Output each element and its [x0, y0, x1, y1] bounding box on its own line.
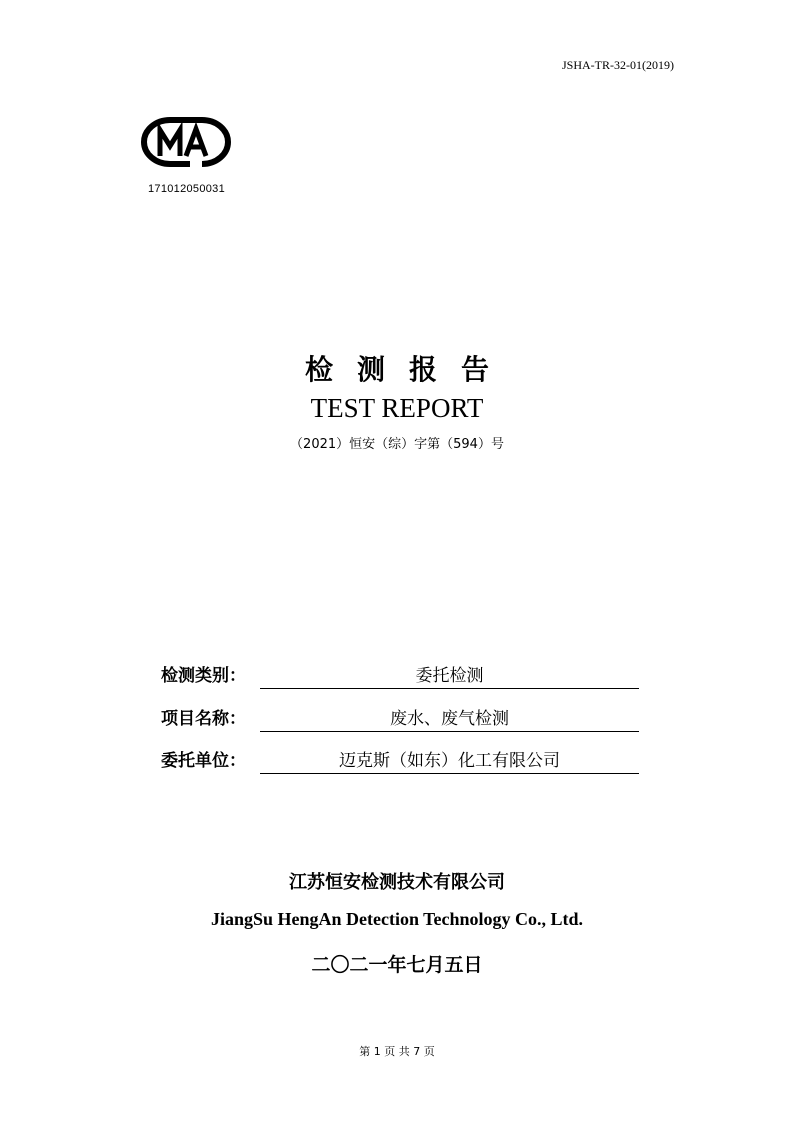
info-value: 迈克斯（如东）化工有限公司 [339, 751, 560, 771]
info-label: 检测类别： [161, 666, 246, 686]
page-number: 第 1 页 共 7 页 [359, 1045, 435, 1058]
cma-logo [140, 114, 232, 170]
info-row-project-name [161, 696, 641, 732]
info-label: 委托单位： [161, 751, 246, 771]
info-value: 废水、废气检测 [390, 709, 509, 729]
issuer-name-cn: 江苏恒安检测技术有限公司 [289, 872, 505, 893]
report-date: 二〇二一年七月五日 [311, 954, 483, 976]
cma-certificate-number: 171012050031 [148, 183, 226, 195]
info-label: 项目名称： [161, 709, 246, 729]
underline [260, 731, 639, 732]
info-row-test-category [161, 653, 641, 689]
document-code: JSHA-TR-32-01(2019) [562, 58, 674, 72]
info-row-client [161, 738, 641, 774]
info-value: 委托检测 [415, 666, 484, 686]
report-number: （2021）恒安（综）字第（594）号 [290, 437, 504, 452]
underline [260, 688, 639, 689]
report-title-en: TEST REPORT [310, 393, 484, 423]
underline [260, 773, 639, 774]
issuer-name-en: JiangSu HengAn Detection Technology Co., Ltd. [210, 909, 584, 929]
report-title-cn: 检测报告 [304, 353, 513, 386]
